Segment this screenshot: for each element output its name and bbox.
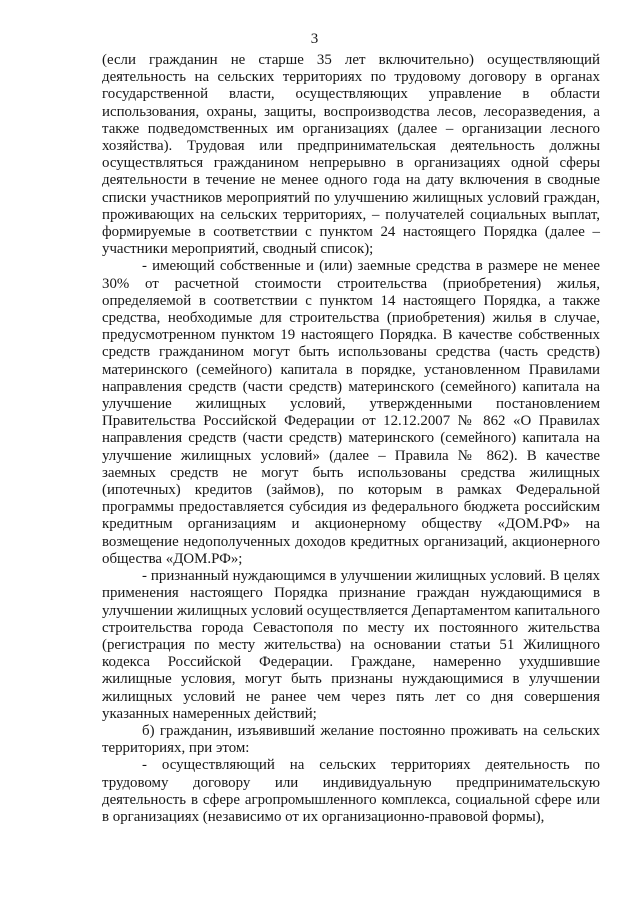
page-number: 3 xyxy=(310,31,319,47)
paragraph-forestry-continuation: (если гражданин не старше 35 лет включительно) осуществляющий деятельность на сельских территориях по трудовому договору в органах государственной власти, осуществляющих управление в области использования, охраны, защиты, воспроизводства лесов, лесоразведения, а также подведомственных им организациях (далее – организации лесного хозяйства). Трудовая или предпринимательская деятельность должны осуществляться гражданином непрерывно в организациях одной сферы деятельности в течение не менее одного года на дату включения в сводные списки участников мероприятий по улучшению жилищных условий граждан, проживающих на сельских территориях, – получателей социальных выплат, формируемые в соответствии с пунктом 24 настоящего Порядка (далее – участники мероприятий, сводный список); xyxy=(102,52,600,258)
paragraph-housing-need: - признанный нуждающимся в улучшении жилищных условий. В целях применения настоящего Порядка признание граждан нуждающимися в улучшении жилищных условий осуществляется Департаментом капитального строительства города Севастополя по месту их постоянного жительства (регистрация по месту жительства) на основании статьи 51 Жилищного кодекса Российской Федерации. Граждане, намеренно ухудшившие жилищные условия, могут быть признаны нуждающимися в улучшении жилищных условий не ранее чем через пять лет со дня совершения указанных намеренных действий; xyxy=(102,568,600,722)
paragraph-own-funds: - имеющий собственные и (или) заемные средства в размере не менее 30% от расчетной стоимости строительства (приобретения) жилья, определяемой в соответствии с пунктом 14 настоящего Порядка, а также средства, необходимые для строительства (приобретения) жилья в случае, предусмотренном пунктом 19 настоящего Порядка. В качестве собственных средств гражданином могут быть использованы средства (часть средств) материнского (семейного) капитала в порядке, установленном Правилами направления средств (части средств) материнского (семейного) капитала на улучшение жилищных условий, утвержденными постановлением Правительства Российской Федерации от 12.12.2007 № 862 «О Правилах направления средств (части средств) материнского (семейного) капитала на улучшение жилищных условий» (далее – Правила № 862). В качестве заемных средств не могут быть использованы средства жилищных (ипотечных) кредитов (займов), по которым в рамках Федеральной программы предоставляется субсидия из федерального бюджета российским кредитным организациям и акционерному обществу «ДОМ.РФ» на возмещение недополученных доходов кредитных организаций, акционерного общества «ДОМ.РФ»; xyxy=(102,258,600,567)
paragraph-item-b: б) гражданин, изъявивший желание постоянно проживать на сельских территориях, при этом: xyxy=(102,722,600,757)
body-text xyxy=(102,52,600,826)
paragraph-rural-employment: - осуществляющий на сельских территориях деятельность по трудовому договору или индивидуальную предпринимательскую деятельность в сфере агропромышленного комплекса, социальной сфере или в организациях (независимо от их организационно-правовой формы), xyxy=(102,757,600,825)
